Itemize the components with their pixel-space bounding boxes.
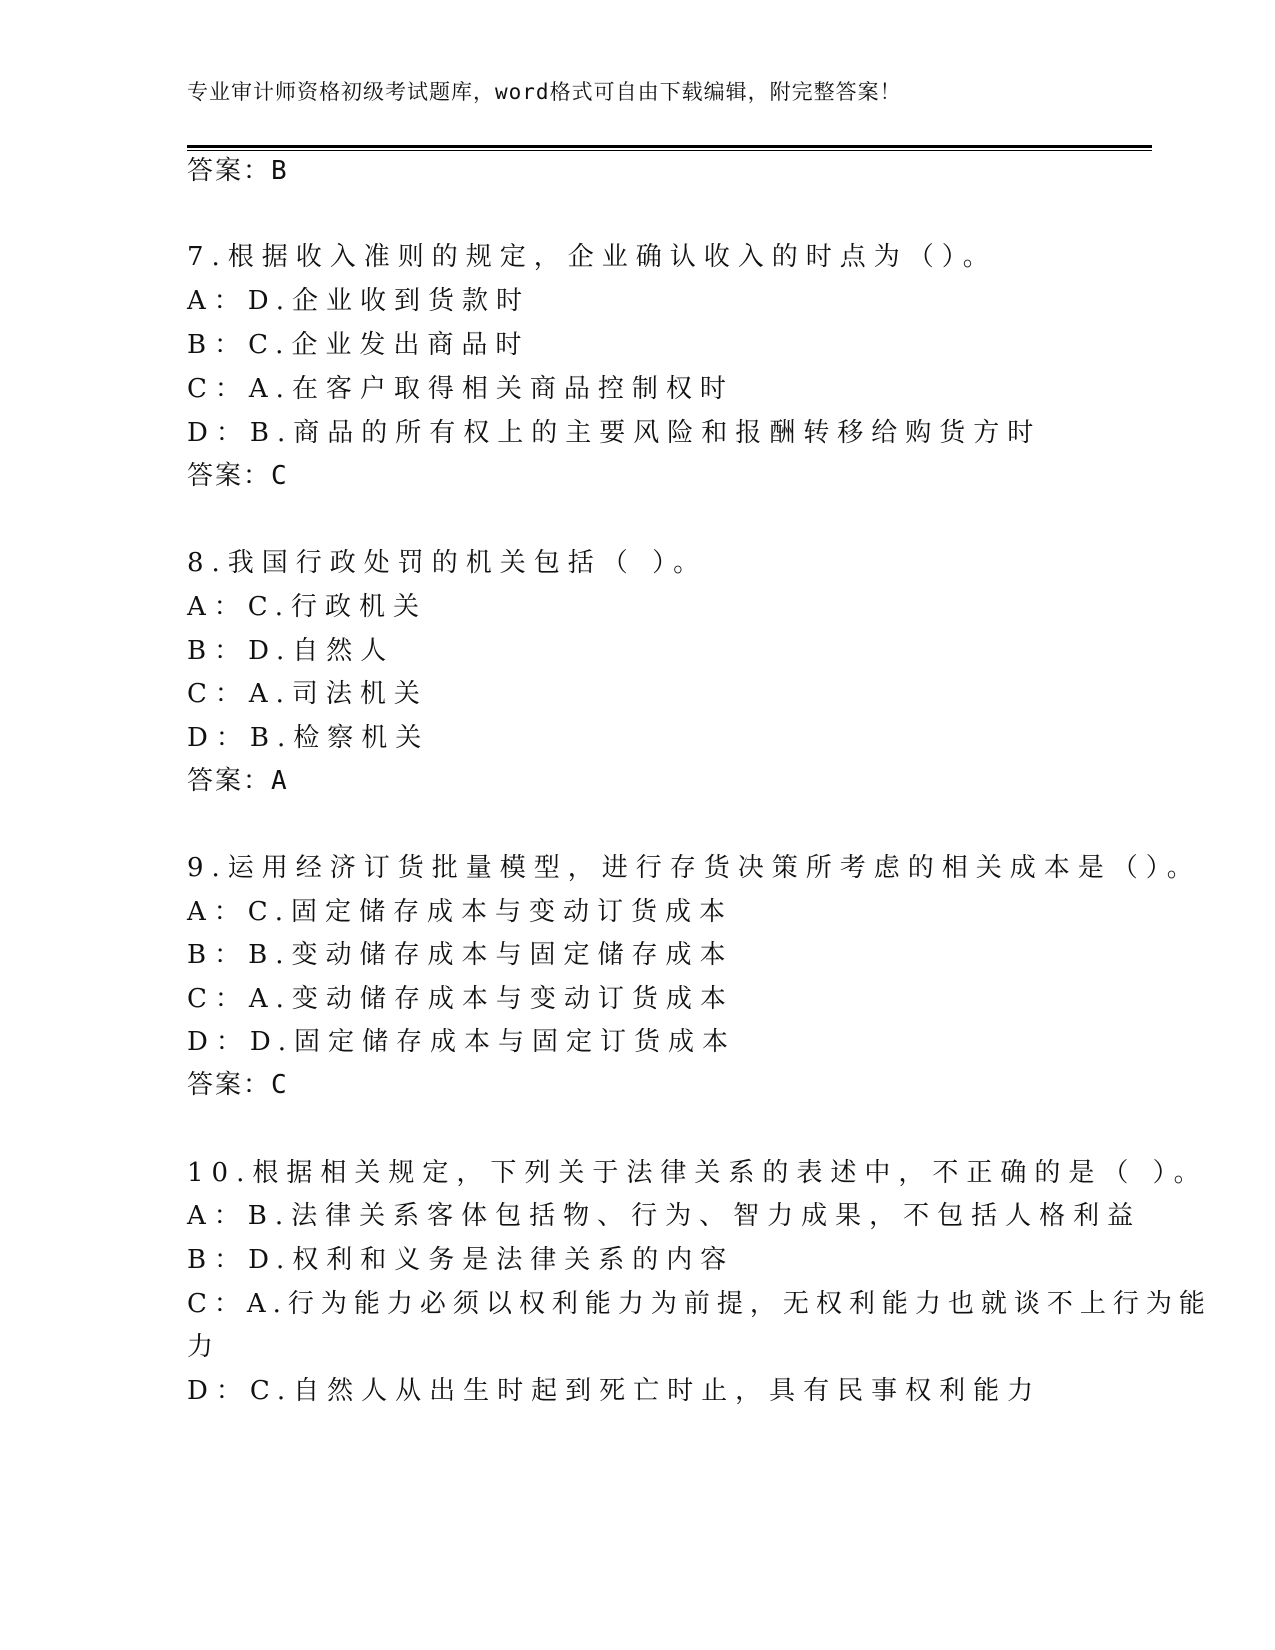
question-stem: 8.我国行政处罚的机关包括（ ）。 [187,548,708,578]
answer-label: 答案： [187,766,272,796]
option-d: D：C.自然人从出生时起到死亡时止，具有民事权利能力 [187,1376,1042,1406]
option-b: B：D.权利和义务是法律关系的内容 [187,1245,735,1275]
option-d: D：B.商品的所有权上的主要风险和报酬转移给购货方时 [187,418,1042,448]
option-c: C：A.司法机关 [187,679,428,709]
answer-label: 答案： [187,461,272,491]
option-b: B：B.变动储存成本与固定储存成本 [187,940,734,970]
header-rule-thin [187,150,1152,151]
answer-line [187,154,287,188]
question-stem: 7.根据收入准则的规定，企业确认收入的时点为（）。 [187,242,997,272]
header-rule-thick [187,145,1152,148]
option-b: B：D.自然人 [187,636,395,666]
option-d: D：B.检察机关 [187,723,430,753]
answer-value: C [271,1070,287,1100]
answer-label: 答案： [187,1070,272,1100]
option-a: A：B.法律关系客体包括物、行为、智力成果，不包括人格利益 [187,1201,1142,1231]
option-c: C：A.在客户取得相关商品控制权时 [187,374,734,404]
question-stem: 9.运用经济订货批量模型，进行存货决策所考虑的相关成本是（）。 [187,853,1201,883]
page-header: 专业审计师资格初级考试题库，word格式可自由下载编辑，附完整答案！ [187,80,902,104]
answer-line [187,459,287,493]
answer-line [187,764,287,798]
answer-value: A [271,766,287,796]
option-c-continued: 力 [187,1332,222,1362]
answer-value: B [271,156,287,186]
option-c: C：A.行为能力必须以权利能力为前提，无权利能力也就谈不上行为能 [187,1289,1212,1319]
answer-value: C [271,461,287,491]
option-a: A：D.企业收到货款时 [187,286,530,316]
option-b: B：C.企业发出商品时 [187,330,530,360]
option-a: A：C.固定储存成本与变动订货成本 [187,897,734,927]
answer-line [187,1068,287,1102]
option-c: C：A.变动储存成本与变动订货成本 [187,984,734,1014]
question-stem: 10.根据相关规定，下列关于法律关系的表述中，不正确的是（ ）。 [187,1158,1208,1188]
option-a: A：C.行政机关 [187,592,428,622]
answer-label: 答案： [187,156,272,186]
option-d: D：D.固定储存成本与固定订货成本 [187,1027,737,1057]
